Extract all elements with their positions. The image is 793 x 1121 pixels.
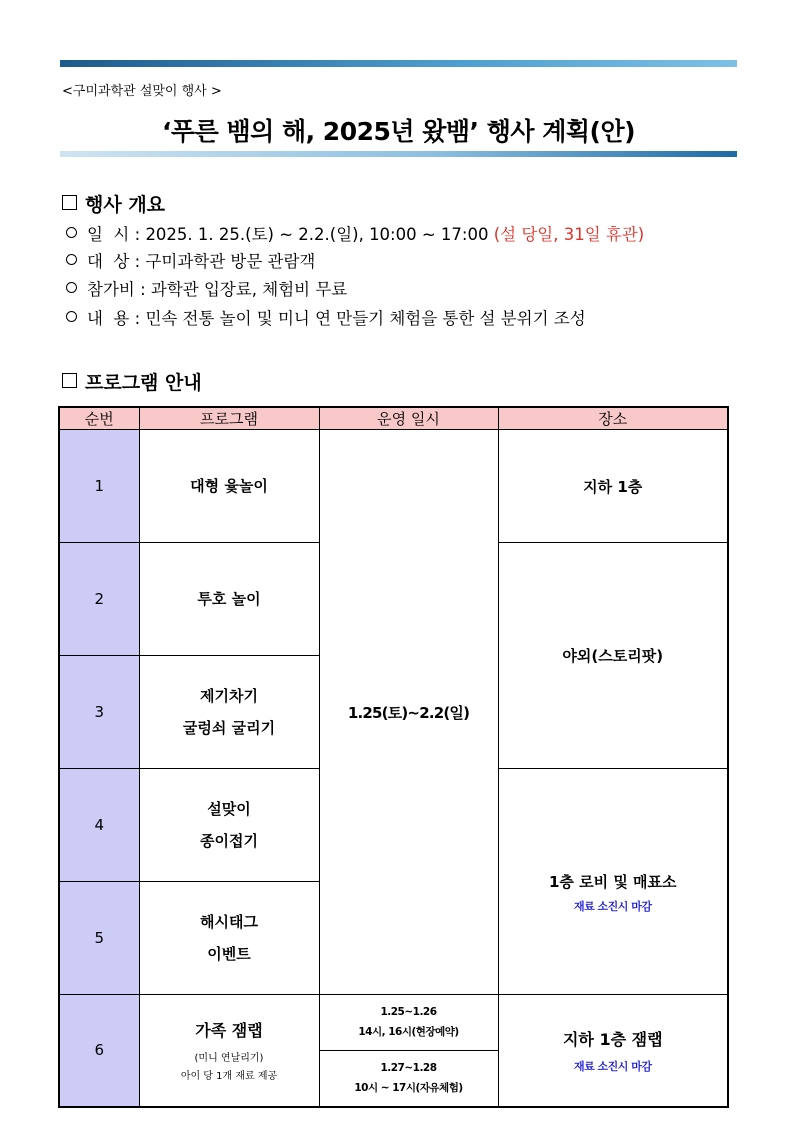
checkbox-square-icon (62, 373, 77, 388)
program-name-line: 가족 잼랩 (195, 1021, 263, 1041)
circle-bullet-icon (66, 227, 77, 238)
row-number: 6 (59, 995, 139, 1107)
program-heading-text: 프로그램 안내 (85, 372, 202, 394)
place-note: 재료 소진시 마감 (573, 1059, 652, 1073)
top-accent-bar (60, 60, 737, 67)
overview-value: 구미과학관 방문 관람객 (145, 252, 316, 271)
program-sub-line: 아이 당 1개 재료 제공 (180, 1071, 278, 1083)
schedule-times: 14시, 16시(현장예약) (358, 1026, 459, 1038)
column-header: 운영 일시 (319, 407, 498, 430)
table-row (59, 430, 728, 543)
program-name (139, 882, 319, 995)
schedule-times: 10시 ~ 17시(자유체험) (354, 1081, 463, 1094)
row-number: 4 (59, 769, 139, 882)
program-name (139, 995, 319, 1107)
program-name-line: 대형 윷놀이 (190, 477, 268, 495)
program-name-line: 굴렁쇠 굴리기 (182, 719, 276, 737)
program-name-line: 이벤트 (207, 945, 251, 963)
overview-label: 내 용 (87, 309, 130, 328)
overview-item-date: 일 시 : 2025. 1. 25.(토) ~ 2.2.(일), 10:00 ~ 17:00 (설 당일, 31일 휴관) (66, 221, 644, 245)
page-title: ‘푸른 뱀의 해, 2025년 왔뱀’ 행사 계획(안) (161, 117, 636, 146)
program-name (139, 430, 319, 543)
program-name (139, 656, 319, 769)
schedule-main: 1.25(토)~2.2(일) (319, 430, 498, 995)
schedule-slot (319, 1051, 498, 1107)
title-underline-bar (60, 151, 737, 157)
table-header-row (59, 407, 728, 430)
program-name (139, 543, 319, 656)
overview-label: 참가비 (87, 280, 135, 299)
overview-item-fee: 참가비 : 과학관 입장료, 체험비 무료 (66, 276, 347, 300)
program-sub-line: (미니 연날리기) (194, 1053, 264, 1065)
closure-note: (설 당일, 31일 휴관) (493, 225, 645, 244)
overview-item-content: 내 용 : 민속 전통 놀이 및 미니 연 만들기 체험을 통한 설 분위기 조성 (66, 305, 586, 329)
place-text: 지하 1층 잼랩 (562, 1029, 663, 1049)
place-cell: 야외(스토리팟) (498, 543, 728, 769)
column-header: 프로그램 (139, 407, 319, 430)
overview-value: 민속 전통 놀이 및 미니 연 만들기 체험을 통한 설 분위기 조성 (145, 309, 586, 328)
overview-heading (62, 190, 165, 217)
overview-item-target: 대 상 : 구미과학관 방문 관람객 (66, 248, 315, 272)
table-row (59, 995, 728, 1051)
overview-heading-text: 행사 개요 (85, 194, 166, 216)
schedule-slot (319, 995, 498, 1051)
schedule-dates: 1.25~1.26 (380, 1006, 437, 1018)
row-number: 2 (59, 543, 139, 656)
overview-value: 2025. 1. 25.(토) ~ 2.2.(일), 10:00 ~ 17:00 (145, 225, 489, 244)
program-name-line: 제기차기 (200, 687, 258, 705)
place-note: 재료 소진시 마감 (573, 900, 652, 913)
column-header: 장소 (498, 407, 728, 430)
place-text: 1층 로비 및 매표소 (548, 873, 677, 891)
program-name-line: 종이접기 (200, 832, 258, 850)
subheading: <구미과학관 설맞이 행사 > (62, 84, 222, 99)
program-name (139, 769, 319, 882)
place-cell (498, 769, 728, 995)
circle-bullet-icon (66, 254, 77, 265)
place-cell: 지하 1층 (498, 430, 728, 543)
place-cell (498, 995, 728, 1107)
program-heading (62, 368, 202, 395)
overview-label: 일 시 (87, 225, 130, 244)
row-number: 5 (59, 882, 139, 995)
row-number: 1 (59, 430, 139, 543)
program-name-line: 설맞이 (207, 800, 251, 818)
row-number: 3 (59, 656, 139, 769)
overview-value: 과학관 입장료, 체험비 무료 (150, 280, 348, 299)
circle-bullet-icon (66, 311, 77, 322)
column-header: 순번 (59, 407, 139, 430)
schedule-dates: 1.27~1.28 (380, 1061, 437, 1074)
program-name-line: 해시태그 (200, 913, 258, 931)
program-name-line: 투호 놀이 (197, 590, 261, 608)
circle-bullet-icon (66, 282, 77, 293)
program-table (58, 406, 729, 1108)
overview-label: 대 상 (87, 252, 130, 271)
checkbox-square-icon (62, 195, 77, 210)
